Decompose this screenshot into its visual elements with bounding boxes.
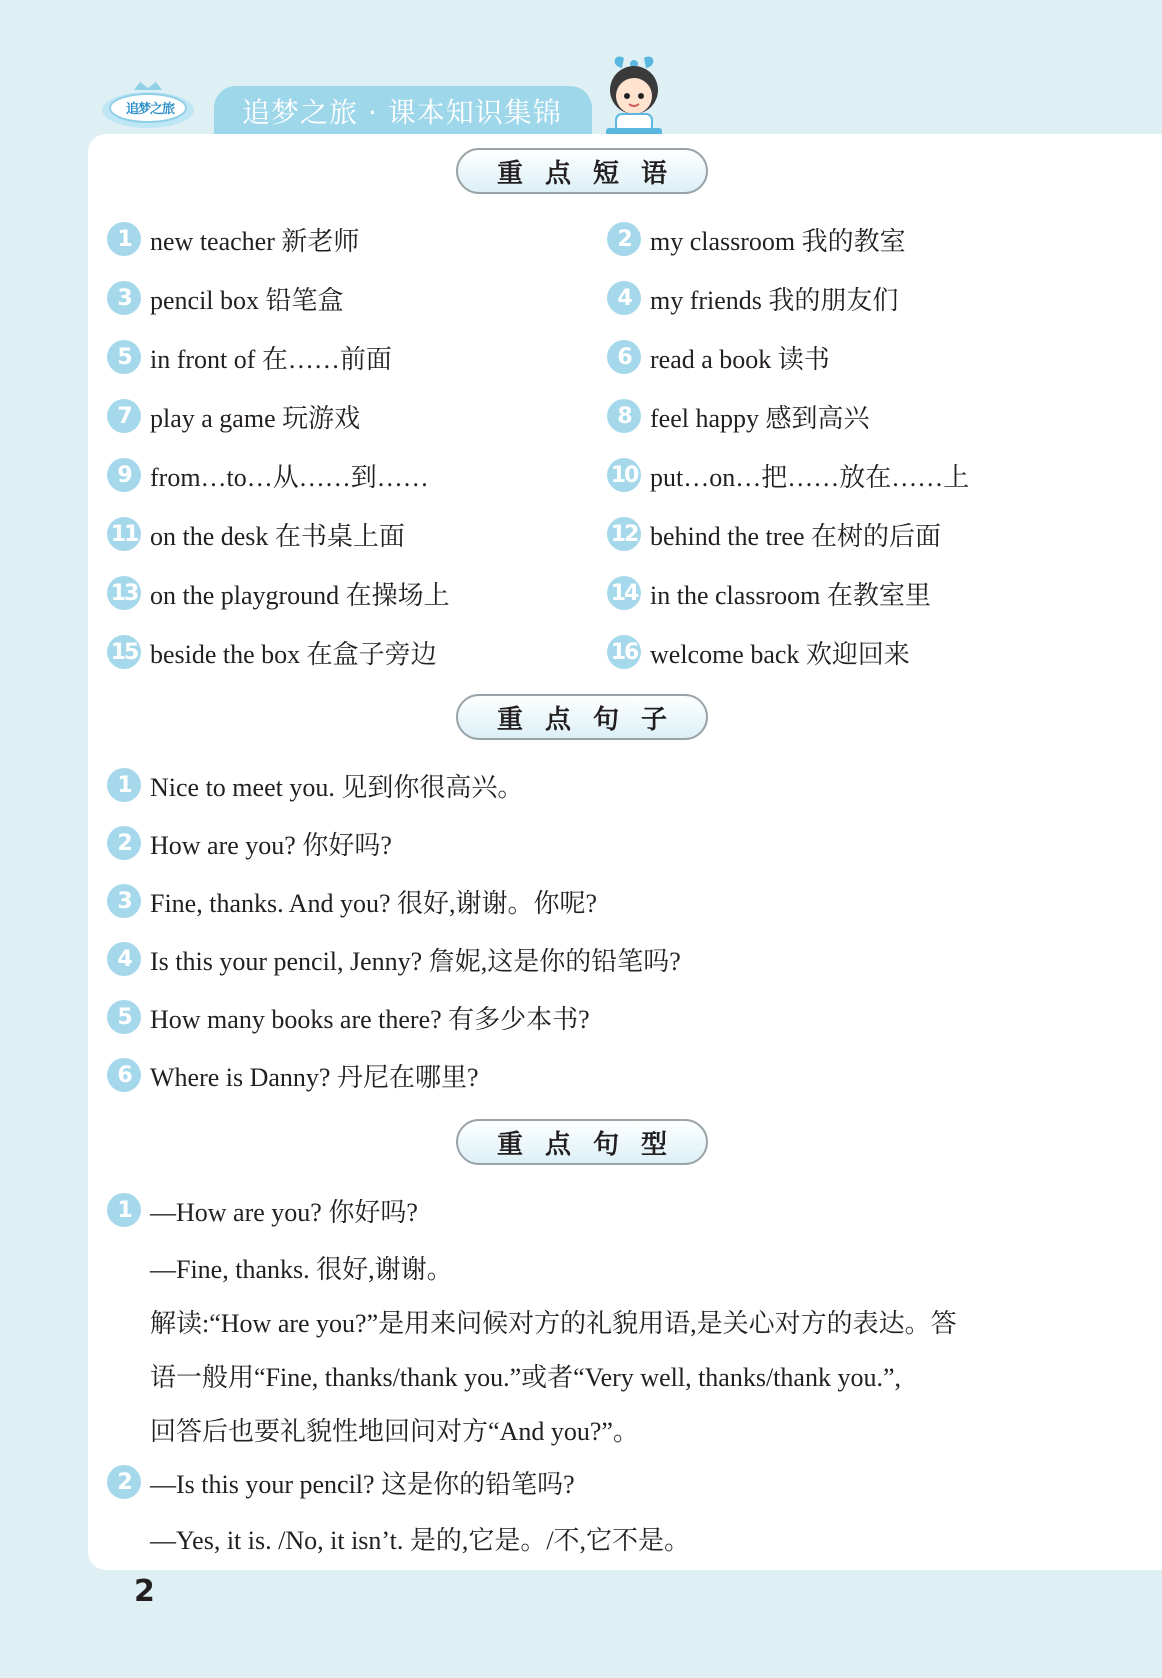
- item-text: pencil box 铅笔盒: [150, 285, 344, 315]
- item-text: from…to…从……到……: [150, 462, 429, 492]
- section-title-patterns: 重点句型: [456, 1119, 708, 1165]
- list-item: [107, 997, 590, 1037]
- logo-text: 追梦之旅: [125, 102, 174, 117]
- section-title-phrases: 重点短语: [456, 148, 708, 194]
- item-text: Fine, thanks. And you? 很好,谢谢。你呢?: [150, 888, 598, 918]
- item-text: Where is Danny? 丹尼在哪里?: [150, 1062, 479, 1092]
- item-text: my classroom 我的教室: [650, 226, 906, 256]
- list-item: [107, 1462, 575, 1502]
- item-number: 5: [107, 340, 141, 374]
- list-item: [107, 1055, 479, 1095]
- list-item: [607, 396, 870, 436]
- item-text: welcome back 欢迎回来: [650, 639, 910, 669]
- item-number: 10: [607, 458, 641, 492]
- item-text: How are you? 你好吗?: [150, 830, 392, 860]
- list-item: [107, 765, 523, 805]
- item-number: 13: [107, 576, 141, 610]
- list-item: [107, 939, 681, 979]
- banner-title: 追梦之旅 · 课本知识集锦: [242, 96, 562, 129]
- list-item: [607, 219, 906, 259]
- header-banner: [214, 86, 592, 136]
- mascot-girl-icon: [596, 52, 672, 138]
- list-item: [107, 881, 597, 921]
- list-item: [607, 337, 830, 377]
- item-text: play a game 玩游戏: [150, 403, 361, 433]
- pattern-question: —How are you? 你好吗?: [150, 1197, 418, 1227]
- list-item: [107, 337, 392, 377]
- item-text: Nice to meet you. 见到你很高兴。: [150, 772, 524, 802]
- item-number: 11: [107, 517, 141, 551]
- pattern-note-line: 解读:“How are you?”是用来问候对方的礼貌用语,是关心对方的表达。答: [150, 1309, 957, 1338]
- list-item: [107, 1190, 418, 1230]
- item-text: in the classroom 在教室里: [650, 580, 931, 610]
- list-item: [107, 396, 360, 436]
- item-number: 2: [107, 1465, 141, 1499]
- item-number: 12: [607, 517, 641, 551]
- item-number: 8: [607, 399, 641, 433]
- list-item: [607, 514, 941, 554]
- page-number: 2: [134, 1574, 155, 1609]
- list-item: [607, 278, 898, 318]
- item-number: 5: [107, 1000, 141, 1034]
- item-number: 3: [107, 884, 141, 918]
- item-number: 2: [607, 222, 641, 256]
- item-text: on the desk 在书桌上面: [150, 521, 405, 551]
- list-item: [607, 573, 931, 613]
- list-item: [607, 455, 969, 495]
- pattern-note-line: 语一般用“Fine, thanks/thank you.”或者“Very well, thanks/thank you.”,: [150, 1363, 901, 1392]
- section-title-sentences: 重点句子: [456, 694, 708, 740]
- item-number: 15: [107, 635, 141, 669]
- item-number: 7: [107, 399, 141, 433]
- list-item: [107, 455, 429, 495]
- item-number: 1: [107, 222, 141, 256]
- item-text: How many books are there? 有多少本书?: [150, 1004, 590, 1034]
- item-number: 6: [107, 1058, 141, 1092]
- item-text: new teacher 新老师: [150, 226, 360, 256]
- item-number: 9: [107, 458, 141, 492]
- item-number: 2: [107, 826, 141, 860]
- list-item: [107, 278, 344, 318]
- item-text: in front of 在……前面: [150, 344, 392, 374]
- item-number: 1: [107, 768, 141, 802]
- list-item: [107, 514, 405, 554]
- pattern-answer: —Fine, thanks. 很好,谢谢。: [150, 1255, 453, 1284]
- list-item: [607, 632, 910, 672]
- item-text: put…on…把……放在……上: [650, 462, 970, 492]
- item-number: 4: [607, 281, 641, 315]
- item-text: Is this your pencil, Jenny? 詹妮,这是你的铅笔吗?: [150, 946, 681, 976]
- pattern-note-line: 回答后也要礼貌性地回问对方“And you?”。: [150, 1417, 639, 1446]
- item-text: beside the box 在盒子旁边: [150, 639, 437, 669]
- list-item: [107, 219, 359, 259]
- item-text: on the playground 在操场上: [150, 580, 450, 610]
- item-text: my friends 我的朋友们: [650, 285, 899, 315]
- pattern-answer: —Yes, it is. /No, it isn’t. 是的,它是。/不,它不是。: [150, 1526, 691, 1555]
- item-number: 4: [107, 942, 141, 976]
- item-text: behind the tree 在树的后面: [650, 521, 941, 551]
- item-number: 3: [107, 281, 141, 315]
- pattern-question: —Is this your pencil? 这是你的铅笔吗?: [150, 1469, 575, 1499]
- item-number: 16: [607, 635, 641, 669]
- item-number: 6: [607, 340, 641, 374]
- item-number: 14: [607, 576, 641, 610]
- item-text: read a book 读书: [650, 344, 830, 374]
- list-item: [107, 632, 437, 672]
- list-item: [107, 823, 392, 863]
- item-number: 1: [107, 1193, 141, 1227]
- list-item: [107, 573, 450, 613]
- item-text: feel happy 感到高兴: [650, 403, 870, 433]
